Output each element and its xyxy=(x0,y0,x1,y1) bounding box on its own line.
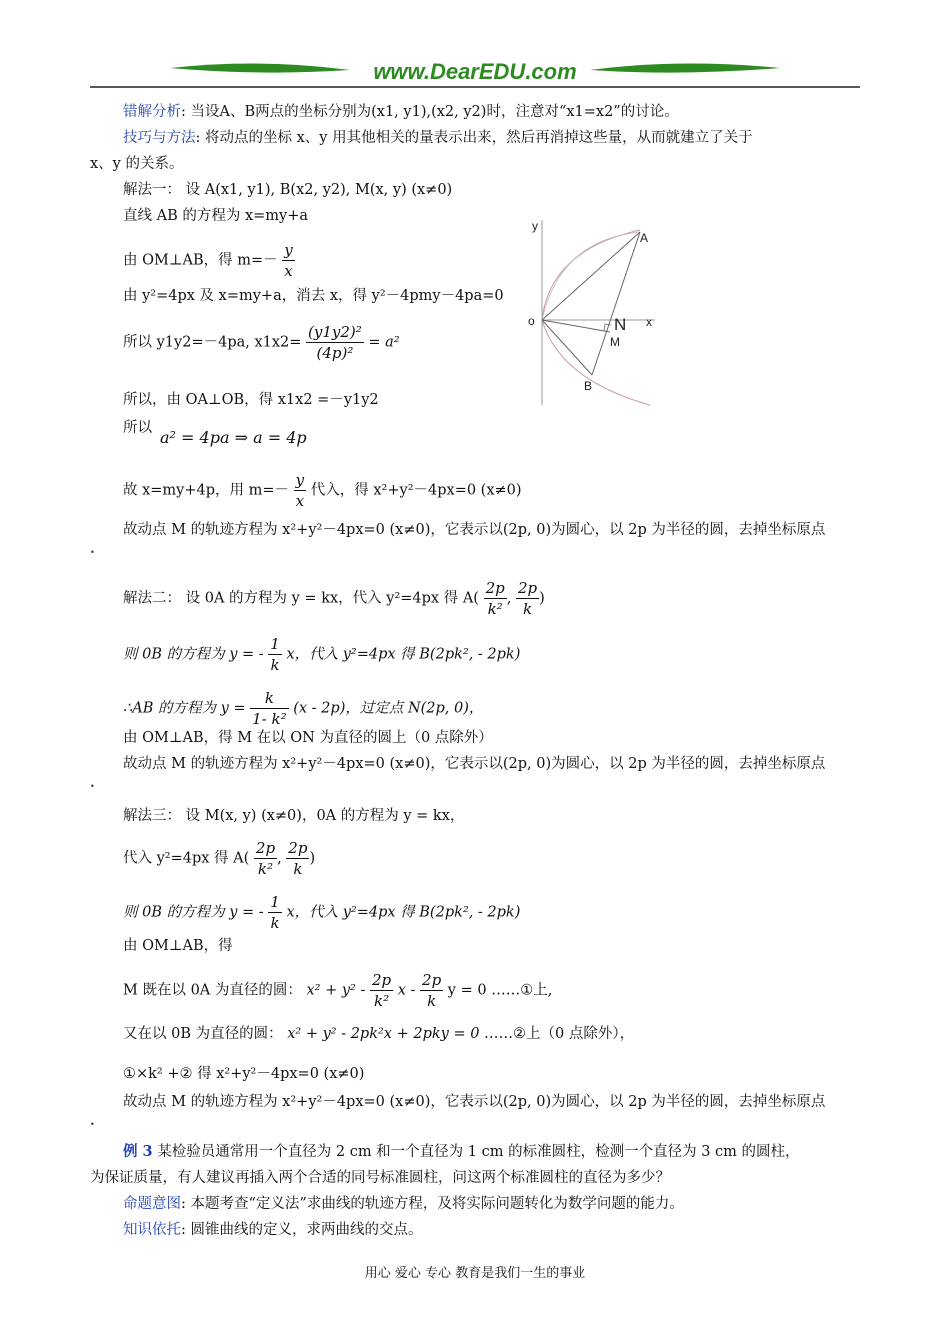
method1-line4: 由 y²=4px 及 x=my+a，消去 x，得 y²－4pmy－4pa=0 xyxy=(123,288,504,304)
label-x: x xyxy=(646,315,652,329)
paragraph-mark: • xyxy=(90,548,95,557)
method3-conclusion: 故动点 M 的轨迹方程为 x²+y²－4px=0 (x≠0)，它表示以(2p, 0)为圆心，以 2p 为半径的圆，去掉坐标原点 xyxy=(123,1094,826,1110)
method1-formula-a: a² = 4pa ⇒ a = 4p xyxy=(160,428,307,447)
example3-line2: 为保证质量，有人建议再插入两个合适的同号标准圆柱，问这两个标准圆柱的直径为多少？ xyxy=(90,1170,670,1186)
method2-line2-result: x，代入 y²=4px 得 B(2pk², - 2pk) xyxy=(286,646,521,663)
method1-line8 xyxy=(123,470,522,511)
method1-conclusion: 故动点 M 的轨迹方程为 x²+y²－4px=0 (x≠0)，它表示以(2p, 0)为圆心，以 2p 为半径的圆，去掉坐标原点 xyxy=(123,522,826,538)
example3-text1: 某检验员通常用一个直径为 2 cm 和一个直径为 1 cm 的标准圆柱，检测一个直径为 3 cm 的圆柱， xyxy=(157,1144,800,1160)
method1-line1 xyxy=(123,180,452,200)
paragraph-mark: • xyxy=(90,782,95,791)
method1-line6: 所以，由 OA⊥OB，得 x1x2 =－y1y2 xyxy=(123,392,379,408)
error-analysis-text: 当设A、B两点的坐标分别为(x1, y1),(x2, y2)时，注意对“x1=x2”的讨论。 xyxy=(190,104,679,120)
skill-method: 技巧与方法: 将动点的坐标 x、y 用其他相关的量表示出来，然后再消掉这些量，从而就建立了关于 xyxy=(123,130,753,146)
paragraph-mark: • xyxy=(90,1120,95,1129)
intent-label: 命题意图 xyxy=(123,1196,181,1212)
segment-om xyxy=(542,320,610,332)
error-analysis-label: 错解分析 xyxy=(123,104,181,120)
fraction-y-over-x-2: $\frac{y}{x}$ xyxy=(295,471,305,510)
method1-setup: 设 A(x1, y1), B(x2, y2), M(x, y) (x≠0) xyxy=(185,182,453,198)
label-o: o xyxy=(528,314,535,328)
fraction-2p-k: $\frac{2p}{k}$ xyxy=(288,839,308,878)
method3-line6-eq: x² + y² - 2pk²x + 2pky = 0 xyxy=(287,1026,480,1042)
method1-line8-result: 代入，得 x²+y²－4px=0 (x≠0) xyxy=(310,482,522,499)
method1-line5 xyxy=(123,322,400,363)
fraction-x1x2: $\frac{\text{(y1y2)²}}{\text{(4p)²}}$ xyxy=(308,323,362,362)
method2-conclusion: 故动点 M 的轨迹方程为 x²+y²－4px=0 (x≠0)，它表示以(2p, 0)为圆心，以 2p 为半径的圆，去掉坐标原点 xyxy=(123,756,826,772)
fraction-1-k: $\frac{1}{k}$ xyxy=(270,635,280,674)
method1-line3-text: 由 OM⊥AB，得 m=－ xyxy=(123,252,278,269)
method2-line1: 解法二： 设 0A 的方程为 y = kx，代入 y²=4px 得 A( $\frac{2p}{\text{k²}}$ , $\frac{2p}{k}$ ) xyxy=(123,579,545,618)
label-m: M xyxy=(610,335,620,349)
site-url: www.DearEDU.com xyxy=(373,59,577,84)
method3-line5-eq-c: y = 0 ……①上, xyxy=(447,982,553,999)
method3-line7: ①×k² +② 得 x²+y²－4px=0 (x≠0) xyxy=(123,1066,365,1082)
fraction-2p-k: $\frac{2p}{k}$ xyxy=(517,579,538,618)
fraction-k-over-1-k2: $\frac{k}{\text{1- k²}}$ xyxy=(252,689,287,728)
fraction-y-over-x: $\frac{y}{x}$ xyxy=(284,241,293,280)
method3-line3 xyxy=(123,892,520,933)
method2-line3-result: (x - 2p)，过定点 N(2p, 0)， xyxy=(293,700,484,717)
method3-title: 解法三： xyxy=(123,808,181,824)
example3-label: 例 3 xyxy=(123,1143,153,1160)
intent-line: 命题意图: 本题考查“定义法”求曲线的轨迹方程，及将实际问题转化为数学问题的能力。 xyxy=(123,1196,684,1212)
method1-line3 xyxy=(123,240,295,281)
label-y: y xyxy=(532,219,538,233)
method3-line1 xyxy=(123,806,464,826)
method1-line2: 直线 AB 的方程为 x=my+a xyxy=(123,208,309,224)
skill-method-label: 技巧与方法 xyxy=(123,130,196,146)
method3-line3-result: x，代入 y²=4px 得 B(2pk², - 2pk) xyxy=(286,904,521,921)
intent-text: 本题考查“定义法”求曲线的轨迹方程，及将实际问题转化为数学问题的能力。 xyxy=(190,1196,684,1212)
method1-line7 xyxy=(123,418,152,438)
skill-method-text: 将动点的坐标 x、y 用其他相关的量表示出来，然后再消掉这些量，从而就建立了关于 xyxy=(205,130,753,146)
banner-left-swoosh xyxy=(170,63,350,72)
fraction-2p-k: $\frac{2p}{k}$ xyxy=(422,971,442,1010)
label-b: B xyxy=(584,379,593,393)
method1-title: 解法一： xyxy=(123,182,181,198)
basis-text: 圆锥曲线的定义，求两曲线的交点。 xyxy=(190,1222,423,1238)
error-analysis: 错解分析: 当设A、B两点的坐标分别为(x1, y1),(x2, y2)时，注意对“x1=x2”的讨论。 xyxy=(123,104,679,120)
fraction-2p-k2: $\frac{2p}{\text{k²}}$ xyxy=(255,839,276,878)
method1-line5-text: 所以 y1y2=－4pa, x1x2= xyxy=(123,334,302,351)
method2-line3 xyxy=(123,688,483,729)
segment-ob xyxy=(542,320,592,375)
method3-line3-text: 则 0B 的方程为 y = - xyxy=(123,904,264,921)
method2-line2 xyxy=(123,634,520,675)
basis-label: 知识依托 xyxy=(123,1222,181,1238)
fraction-2p-k2: $\frac{2p}{\text{k²}}$ xyxy=(485,579,505,618)
fraction-1-k: $\frac{1}{k}$ xyxy=(270,893,280,932)
label-a: A xyxy=(640,231,649,245)
method1-line7-label: 所以 xyxy=(123,420,152,436)
method3-line4: 由 OM⊥AB，得 xyxy=(123,938,233,954)
method1-line8-text: 故 x=my+4p，用 m=－ xyxy=(123,482,290,499)
method3-line2-text: 代入 y²=4px 得 A( xyxy=(123,850,250,867)
method3-line1-text: 设 M(x, y) (x≠0)，0A 的方程为 y = kx， xyxy=(185,808,465,824)
method1-line5-result: = a² xyxy=(368,334,400,351)
method3-line6-tail: ……②上（0 点除外）， xyxy=(484,1026,635,1042)
method3-line2: 代入 y²=4px 得 A( $\frac{2p}{\text{k²}}$ , $\frac{2p}{k}$ ) xyxy=(123,839,316,878)
method2-line3-text: ∴AB 的方程为 y = xyxy=(123,700,246,717)
method3-line6-text: 又在以 0B 为直径的圆： xyxy=(123,1026,283,1042)
method3-line6 xyxy=(123,1024,634,1044)
label-n: N xyxy=(614,315,627,334)
method2-title: 解法二： xyxy=(123,590,181,607)
method3-line5-eq-a: x² + y² - xyxy=(306,982,366,999)
method2-line4: 由 OM⊥AB，得 M 在以 ON 为直径的圆上（0 点除外） xyxy=(123,730,493,746)
method3-line5-text: M 既在以 0A 为直径的圆： xyxy=(123,982,302,999)
banner-right-swoosh xyxy=(590,63,780,72)
site-banner xyxy=(90,56,860,92)
method3-line5-eq-b: x - xyxy=(397,982,416,999)
example3-line1 xyxy=(123,1142,800,1162)
method2-line2-text: 则 0B 的方程为 y = - xyxy=(123,646,264,663)
fraction-2p-k2: $\frac{2p}{\text{k²}}$ xyxy=(371,971,392,1010)
method3-line5 xyxy=(123,970,552,1011)
method2-line1-text: 设 0A 的方程为 y = kx，代入 y²=4px 得 A( xyxy=(185,590,479,607)
page-footer: 用心 爱心 专心 教育是我们一生的事业 xyxy=(364,1266,586,1281)
skill-method-text-2: x、y 的关系。 xyxy=(90,156,184,172)
basis-line: 知识依托: 圆锥曲线的定义，求两曲线的交点。 xyxy=(123,1222,423,1238)
parabola-figure xyxy=(520,210,690,410)
